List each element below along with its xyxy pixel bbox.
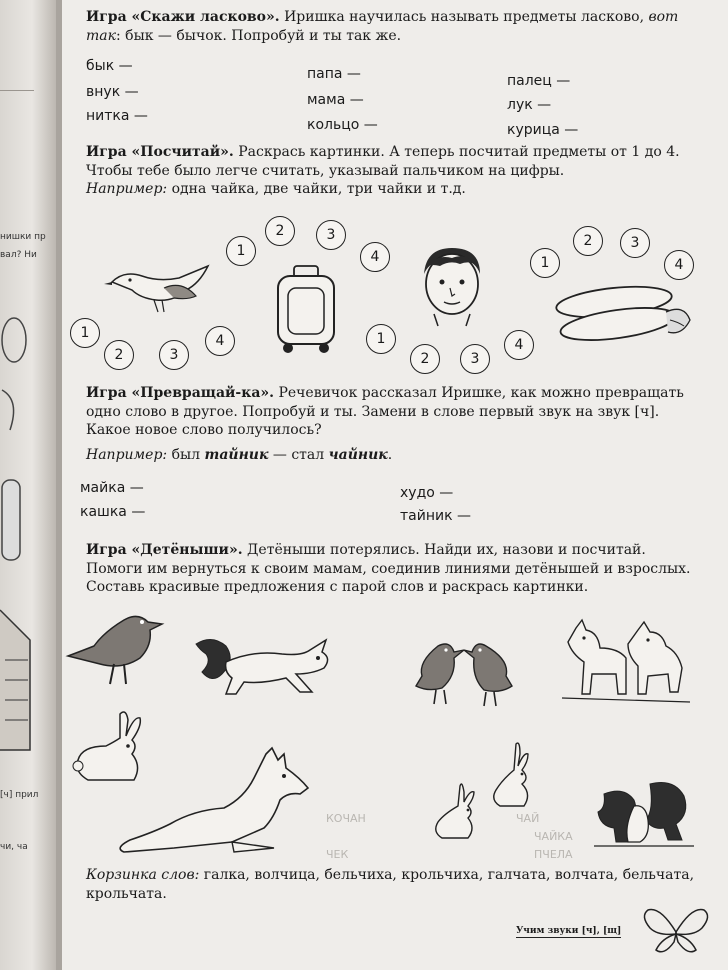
adjacent-page-text: нишки пр <box>0 232 46 242</box>
number-circle[interactable]: 2 <box>265 216 295 246</box>
word-basket-label: Корзинка слов: <box>86 867 200 883</box>
adjacent-page-edge <box>0 0 58 970</box>
number-circle[interactable]: 4 <box>360 242 390 272</box>
adjacent-page-text: вал? Ни <box>0 250 37 260</box>
show-through-text: ПЧЕЛА <box>534 848 573 861</box>
adjacent-page-text: чи, ча <box>0 842 28 852</box>
number-circle[interactable]: 4 <box>504 330 534 360</box>
number-circle[interactable]: 3 <box>159 340 189 370</box>
jackdaw-illustration[interactable] <box>64 606 170 690</box>
adjacent-page-illustration <box>0 470 40 570</box>
number-circle[interactable]: 4 <box>664 250 694 280</box>
word-prompt: папа — <box>307 66 361 82</box>
adjacent-page-illustration <box>0 300 40 440</box>
task-detenyshi <box>86 541 706 597</box>
word-prompt: палец — <box>507 73 571 89</box>
adjacent-page-illustration <box>0 600 40 760</box>
gull-illustration[interactable] <box>104 260 214 320</box>
word-prompt: тайник — <box>400 508 471 524</box>
number-circle[interactable]: 3 <box>620 228 650 258</box>
binding-gutter <box>56 0 62 970</box>
task-text-italic: вот <box>648 9 679 25</box>
example-word: тайник <box>204 447 269 463</box>
cucumbers-illustration[interactable] <box>554 280 694 352</box>
number-circle[interactable]: 1 <box>366 324 396 354</box>
number-circle[interactable]: 1 <box>530 248 560 278</box>
word-basket-text: галка, волчица, бельчиха, крольчиха, галчата, волчата, бельчата, крольчата. <box>86 867 695 902</box>
word-prompt: худо — <box>400 485 454 501</box>
show-through-text: ЧЕК <box>326 848 349 861</box>
example-word: чайник <box>328 447 388 463</box>
number-circle[interactable]: 1 <box>226 236 256 266</box>
example-label: Например: <box>86 181 168 197</box>
task-title: Игра «Скажи ласково». <box>86 9 280 25</box>
show-through-text: ЧАЙ <box>516 812 540 825</box>
task-skazhi-laskovo <box>86 8 706 45</box>
page-content <box>64 0 728 970</box>
task-title: Игра «Детёныши». <box>86 542 243 558</box>
example-text: одна чайка, две чайки, три чайки и т.д. <box>167 181 466 197</box>
number-circle[interactable]: 3 <box>316 220 346 250</box>
footer-section-title: Учим звуки [ч], [щ] <box>516 926 622 936</box>
task-poschitay <box>86 143 706 180</box>
word-prompt: кашка — <box>80 504 146 520</box>
jackdaw-chicks-illustration[interactable] <box>408 636 524 710</box>
task-text: Речевичок рассказал Иришке, как можно превращать одно слово в другое. Попробуй и ты. Замени в слове первый звук на звук [ч]. Какое новое слово получилось? <box>86 385 684 438</box>
number-circle[interactable]: 2 <box>104 340 134 370</box>
number-circle[interactable]: 2 <box>573 226 603 256</box>
word-prompt: лук — <box>507 97 552 113</box>
number-circle[interactable]: 4 <box>205 326 235 356</box>
word-prompt: нитка — <box>86 108 148 124</box>
example-text: был <box>167 447 205 463</box>
task-example <box>86 180 706 199</box>
word-prompt: курица — <box>507 122 579 138</box>
she-wolf-illustration[interactable] <box>114 748 314 858</box>
boy-face-illustration[interactable] <box>414 244 490 326</box>
number-circle[interactable]: 3 <box>460 344 490 374</box>
example-text: . <box>387 447 393 463</box>
squirrel-kits-illustration[interactable] <box>594 780 694 850</box>
task-text-italic: так <box>86 27 116 44</box>
example-text: — стал <box>268 447 329 463</box>
word-prompt: внук — <box>86 84 139 100</box>
wolf-cubs-illustration[interactable] <box>562 618 690 704</box>
butterfly-icon <box>640 902 712 962</box>
number-circle[interactable]: 2 <box>410 344 440 374</box>
number-circle[interactable]: 1 <box>70 318 100 348</box>
adjacent-page-text: [ч] прил <box>0 790 39 800</box>
suitcase-illustration[interactable] <box>274 264 338 356</box>
task-title: Игра «Превращай-ка». <box>86 385 275 401</box>
task-text: : бык — бычок. Попробуй и ты так же. <box>115 27 402 44</box>
task-title: Игра «Посчитай». <box>86 144 234 160</box>
word-prompt: майка — <box>80 480 144 496</box>
word-prompt: кольцо — <box>307 117 378 133</box>
example-label: Например: <box>86 447 168 463</box>
squirrel-illustration[interactable] <box>192 632 342 702</box>
show-through-text: ЧАЙКА <box>534 830 573 843</box>
task-prevrashchayka <box>86 384 706 440</box>
show-through-text: КОЧАН <box>326 812 366 825</box>
task-text: Раскрась картинки. А теперь посчитай предметы от 1 до 4. Чтобы тебе было легче считать, указывай пальчиком на цифры. <box>86 144 680 179</box>
word-prompt: бык — <box>86 58 133 74</box>
task-text: Иришка научилась называть предметы ласково, <box>279 9 649 25</box>
word-basket <box>86 866 706 903</box>
task-example <box>86 446 706 465</box>
page-edge-line <box>0 90 34 91</box>
task-text: Детёныши потерялись. Найди их, назови и посчитай. Помоги им вернуться к своим мамам, соединив линиями детёнышей и взрослых. Составь красивые предложения с парой слов и раскрась картинки. <box>86 542 691 595</box>
word-prompt: мама — <box>307 92 364 108</box>
rabbit-kits-illustration[interactable] <box>428 740 548 844</box>
